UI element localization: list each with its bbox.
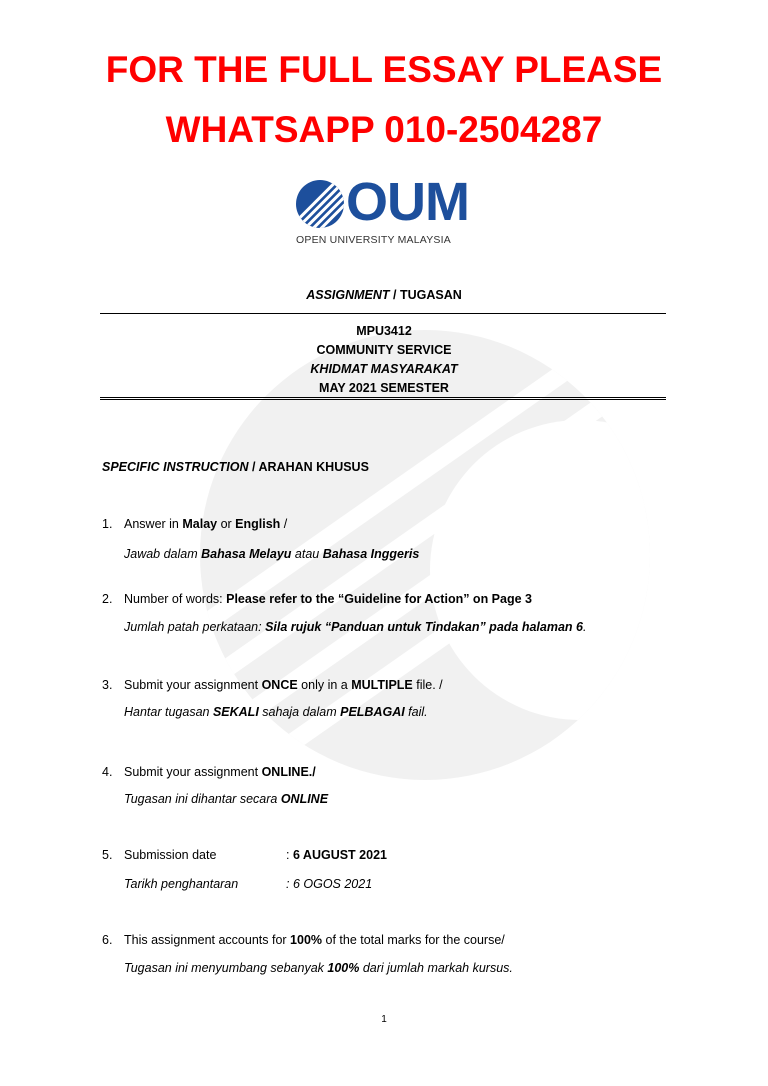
oum-logo <box>296 172 472 248</box>
item-number: 1. <box>102 517 113 531</box>
item-number: 4. <box>102 765 113 779</box>
item-1-en: Answer in Malay or English / <box>124 517 288 531</box>
course-name-ms: KHIDMAT MASYARAKAT <box>310 362 458 376</box>
item-3-ms: Hantar tugasan SEKALI sahaja dalam PELBAGAI fail. <box>124 705 428 719</box>
course-name-en: COMMUNITY SERVICE <box>316 343 452 357</box>
logo-wordmark: OUM <box>346 172 469 232</box>
assignment-title: ASSIGNMENT / TUGASAN <box>306 288 462 302</box>
item-number: 5. <box>102 848 113 862</box>
item-6-ms: Tugasan ini menyumbang sebanyak 100% dari jumlah markah kursus. <box>124 961 513 975</box>
promo-banner-line-1: FOR THE FULL ESSAY PLEASE <box>105 49 663 90</box>
item-6-en: This assignment accounts for 100% of the total marks for the course/ <box>124 933 505 947</box>
submission-date: : 6 AUGUST 2021 <box>286 848 387 862</box>
item-4-en: Submit your assignment ONLINE./ <box>124 765 316 779</box>
course-code: MPU3412 <box>356 324 412 338</box>
promo-banner-line-2: WHATSAPP 010-2504287 <box>165 109 603 150</box>
item-number: 3. <box>102 678 113 692</box>
item-2-ms: Jumlah patah perkataan: Sila rujuk “Panduan untuk Tindakan” pada halaman 6. <box>124 620 587 634</box>
item-1-ms: Jawab dalam Bahasa Melayu atau Bahasa Inggeris <box>124 547 420 561</box>
item-5-en-label: Submission date <box>124 848 217 862</box>
item-3-en: Submit your assignment ONCE only in a MULTIPLE file. / <box>124 678 443 692</box>
tarikh-penghantaran: : 6 OGOS 2021 <box>286 877 373 891</box>
header-bottom-rule <box>100 397 666 400</box>
item-number: 6. <box>102 933 113 947</box>
item-number: 2. <box>102 592 113 606</box>
item-2-en: Number of words: Please refer to the “Guideline for Action” on Page 3 <box>124 592 532 606</box>
instruction-heading: SPECIFIC INSTRUCTION / ARAHAN KHUSUS <box>102 460 369 474</box>
semester: MAY 2021 SEMESTER <box>319 381 449 395</box>
item-4-ms: Tugasan ini dihantar secara ONLINE <box>124 792 329 806</box>
logo-subtitle: OPEN UNIVERSITY MALAYSIA <box>296 234 451 246</box>
oum-globe-icon <box>296 180 344 228</box>
item-5-ms-label: Tarikh penghantaran <box>124 877 239 891</box>
page-number: 1 <box>381 1014 387 1025</box>
header-top-rule <box>100 313 666 314</box>
